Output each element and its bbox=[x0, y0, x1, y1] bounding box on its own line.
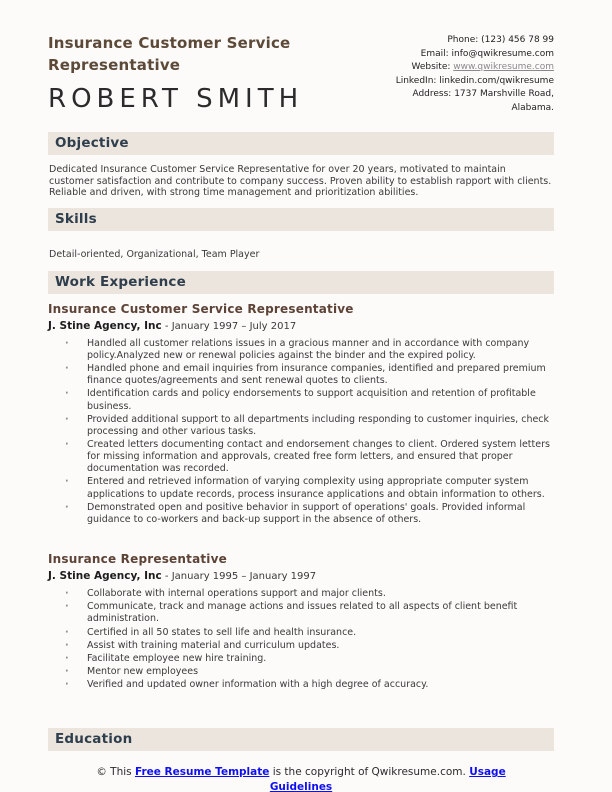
bullet-item: · Provided additional support to all departments including responding to customer inquiries, check processing and other various tasks. bbox=[87, 414, 554, 438]
contact-website-label: Website: bbox=[411, 62, 454, 72]
skills-heading-bar bbox=[48, 208, 554, 231]
job-dates: - January 1997 – July 2017 bbox=[161, 320, 297, 332]
copyright-footer bbox=[75, 765, 527, 792]
person-name: ROBERT SMITH bbox=[48, 83, 304, 114]
job-company: J. Stine Agency, Inc bbox=[48, 570, 162, 583]
bullet-item: · Verified and updated owner information with a high degree of accuracy. bbox=[87, 679, 554, 691]
resume-header bbox=[48, 33, 554, 115]
job-meta bbox=[48, 320, 554, 332]
contact-address: Address: 1737 Marshville Road, Alabama. bbox=[412, 89, 554, 113]
footer-prefix: © This bbox=[96, 766, 135, 779]
objective-heading: Objective bbox=[55, 135, 129, 151]
footer-middle: is the copyright of Qwikresume.com. bbox=[269, 766, 470, 779]
job-entry-2 bbox=[48, 552, 554, 691]
section-objective bbox=[48, 132, 554, 199]
free-resume-template-link[interactable]: Free Resume Template bbox=[134, 766, 270, 779]
education-heading: Education bbox=[55, 731, 133, 748]
website-link[interactable]: www.qwikresume.com bbox=[453, 62, 554, 72]
work-experience-heading-bar bbox=[48, 271, 554, 294]
job-company: J. Stine Agency, Inc bbox=[48, 319, 162, 332]
bullet-item: · Facilitate employee new hire training. bbox=[87, 653, 554, 665]
skills-heading: Skills bbox=[55, 210, 97, 227]
bullet-item: · Identification cards and policy endorsements to support acquisition and retention of profitable business. bbox=[87, 388, 554, 412]
job-entry-1 bbox=[48, 302, 554, 526]
job-bullet-list bbox=[48, 338, 554, 526]
bullet-item: · Created letters documenting contact and endorsement changes to client. Ordered system letters for missing information and approvals, created free form letters, and ensured that proper documentation was recorded. bbox=[87, 439, 554, 475]
contact-linkedin: LinkedIn: linkedin.com/qwikresume bbox=[395, 75, 554, 86]
bullet-item: · Mentor new employees bbox=[87, 666, 554, 678]
section-work-experience bbox=[48, 271, 554, 692]
work-experience-heading: Work Experience bbox=[55, 273, 186, 290]
section-education bbox=[48, 728, 554, 751]
contact-email: Email: info@qwikresume.com bbox=[420, 48, 554, 59]
job-bullet-list bbox=[48, 588, 554, 691]
objective-text: Dedicated Insurance Customer Service Representative for over 20 years, motivated to maintain customer satisfaction and contribute to company success. Proven ability to establish rapport with clients. Reliable and driven, with strong time management and prioritization abilities. bbox=[49, 164, 552, 199]
contact-website-line bbox=[382, 61, 554, 75]
page-title: Insurance Customer Service Representative bbox=[48, 34, 291, 74]
bullet-item: · Certified in all 50 states to sell life and health insurance. bbox=[87, 627, 554, 639]
section-skills bbox=[48, 208, 554, 260]
contact-block bbox=[382, 34, 554, 115]
job-dates: - January 1995 – January 1997 bbox=[161, 571, 317, 583]
usage-guidelines-link[interactable]: Usage Guidelines bbox=[269, 766, 506, 792]
job-title: Insurance Customer Service Representative bbox=[48, 301, 354, 316]
job-title: Insurance Representative bbox=[48, 552, 227, 567]
bullet-item: · Communicate, track and manage actions and issues related to all aspects of client benefit administration. bbox=[87, 601, 554, 625]
skills-text: Detail-oriented, Organizational, Team Player bbox=[49, 248, 260, 260]
contact-phone: Phone: (123) 456 78 99 bbox=[447, 35, 554, 45]
bullet-item: · Handled all customer relations issues in a gracious manner and in accordance with company policy.Analyzed new or renewal policies against the binder and the expired policy. bbox=[87, 338, 554, 362]
bullet-item: · Entered and retrieved information of varying complexity using appropriate computer system applications to update records, process insurance applications and obtain information to others. bbox=[87, 476, 554, 500]
bullet-item: · Handled phone and email inquiries from insurance companies, identified and prepared premium finance quotes/agreements and sent renewal quotes to clients. bbox=[87, 363, 554, 387]
bullet-item: · Collaborate with internal operations support and major clients. bbox=[87, 588, 554, 600]
job-meta bbox=[48, 570, 554, 582]
objective-heading-bar bbox=[48, 132, 554, 155]
bullet-item: · Assist with training material and curriculum updates. bbox=[87, 640, 554, 652]
bullet-item: · Demonstrated open and positive behavior in support of operations' goals. Provided informal guidance to co-workers and back-up support in the absence of others. bbox=[87, 502, 554, 526]
education-heading-bar bbox=[48, 728, 554, 751]
header-left bbox=[48, 33, 340, 115]
